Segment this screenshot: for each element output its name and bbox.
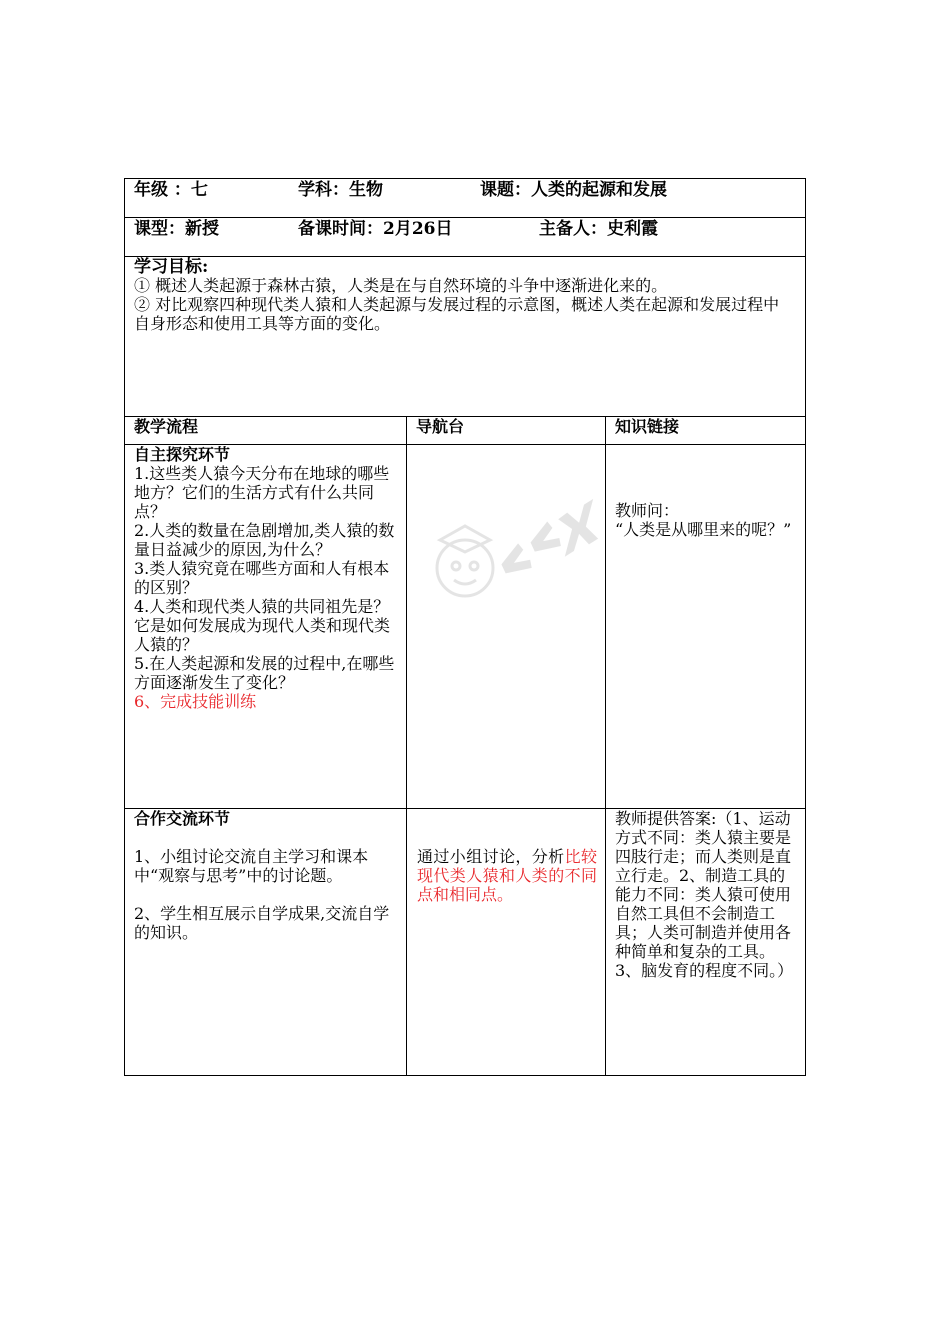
column-header-nav: 导航台 — [407, 417, 606, 445]
question-4: 4.人类和现代类人猿的共同祖先是？它是如何发展成为现代人类和现代类人猿的？ — [134, 597, 391, 654]
question-2: 2.人类的数量在急剧增加,类人猿的数量日益减少的原因,为什么？ — [134, 521, 395, 559]
preparer-label: 主备人：史利霞 — [539, 219, 658, 239]
goals-row — [125, 257, 806, 417]
self-study-title: 自主探究环节 — [134, 445, 231, 464]
grade-label: 年级 ：七 — [134, 180, 208, 200]
question-5: 5.在人类起源和发展的过程中,在哪些方面逐渐发生了变化？ — [134, 654, 395, 692]
cooperation-item-2: 2、学生相互展示自学成果,交流自学的知识。 — [134, 904, 390, 942]
topic-label: 课题：人类的起源和发展 — [480, 180, 667, 200]
info-row-2 — [125, 218, 806, 257]
cooperation-process-cell — [125, 809, 407, 1076]
nav-guide-text: 通过小组讨论，分析 — [417, 847, 565, 866]
question-1: 1.这些类人猿今天分布在地球的哪些地方？它们的生活方式有什么共同点？ — [134, 464, 390, 521]
teacher-answer-text: 教师提供答案:（1、运动方式不同：类人猿主要是四肢行走；而人类则是直立行走。2、制造工具的能力不同：类人猿可使用自然工具但不会制造工具；人类可制造并使用各种简单和复杂的工具。3、脑发育的程度不同。） — [615, 809, 794, 980]
question-3: 3.类人猿究竟在哪些方面和人有根本的区别？ — [134, 559, 390, 597]
cooperation-title: 合作交流环节 — [134, 809, 231, 828]
lesson-plan-table — [124, 178, 806, 1076]
subject-label: 学科：生物 — [298, 180, 383, 200]
cooperation-nav-cell — [407, 809, 606, 1076]
self-study-row — [125, 445, 806, 809]
self-study-process-cell — [125, 445, 407, 809]
cooperation-row — [125, 809, 806, 1076]
cooperation-item-1: 1、小组讨论交流自主学习和课本中“观察与思考”中的讨论题。 — [134, 847, 369, 885]
cooperation-knowledge-cell — [606, 809, 806, 1076]
nav-compare-text: 比较现代类人猿和人类的不同点和相同点。 — [417, 847, 597, 904]
column-header-knowledge: 知识链接 — [606, 417, 806, 445]
goals-title: 学习目标: — [134, 257, 209, 277]
column-header-row — [125, 417, 806, 445]
skill-training-task: 6、完成技能训练 — [134, 692, 257, 711]
info-row-1 — [125, 179, 806, 218]
goal-item-1: ① 概述人类起源于森林古猿，人类是在与自然环境的斗争中逐渐进化来的。 — [134, 276, 668, 295]
self-study-nav-cell — [407, 445, 606, 809]
goal-item-2: ② 对比观察四种现代类人猿和人类起源与发展过程的示意图，概述人类在起源和发展过程中自身形态和使用工具等方面的变化。 — [134, 295, 780, 333]
teacher-ask-label: 教师问： — [615, 501, 680, 520]
lesson-type-label: 课型：新授 — [134, 219, 219, 239]
prep-time-label: 备课时间：2月26日 — [298, 219, 453, 239]
column-header-process: 教学流程 — [125, 417, 407, 445]
self-study-knowledge-cell — [606, 445, 806, 809]
teacher-question: “人类是从哪里来的呢？” — [615, 520, 792, 539]
